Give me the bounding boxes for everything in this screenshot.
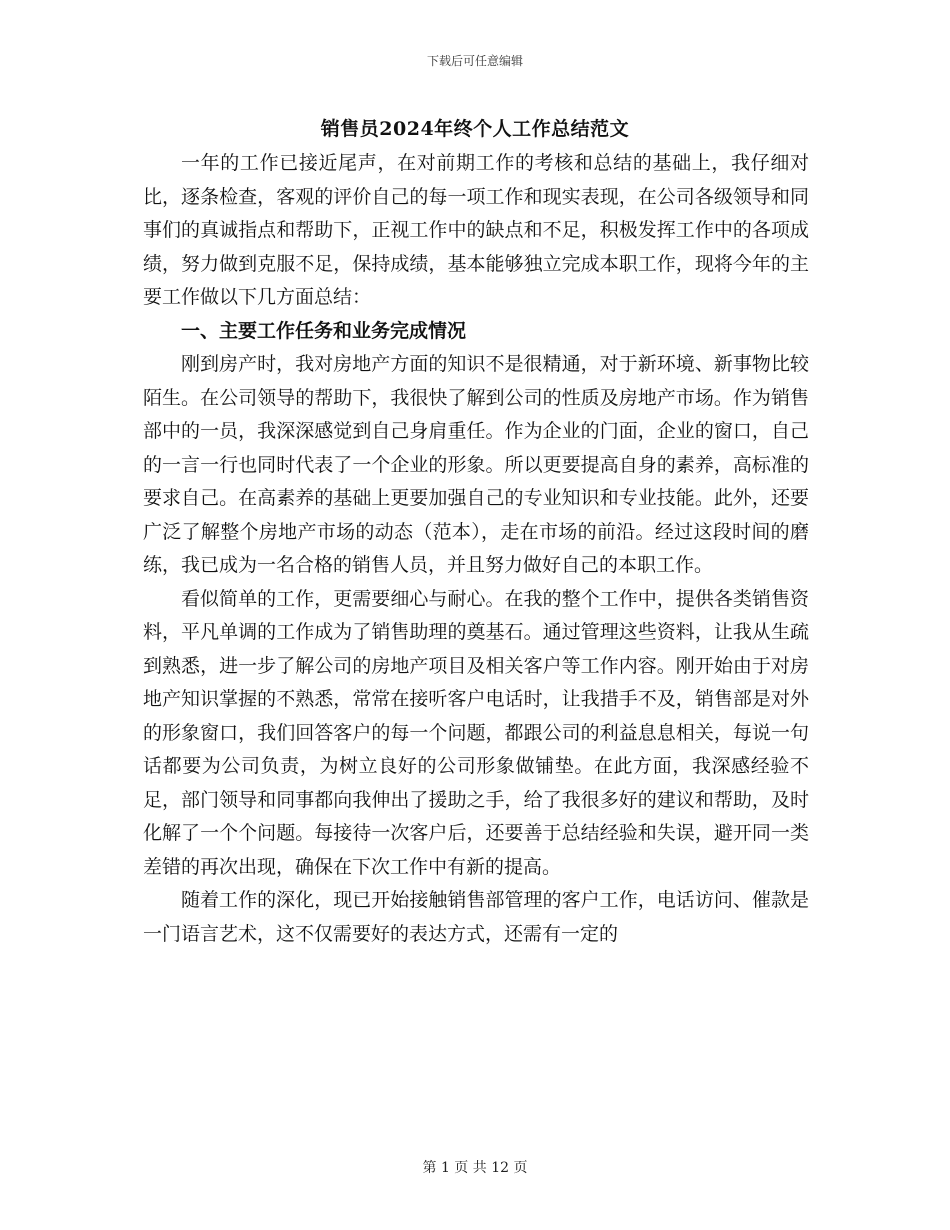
section-heading: 一、主要工作任务和业务完成情况 xyxy=(181,319,467,342)
paragraph: 看似简单的工作，更需要细心与耐心。在我的整个工作中，提供各类销售资料，平凡单调的工作成为了销售助理的奠基石。通过管理这些资料，让我从生疏到熟悉，进一步了解公司的房地产项目及相关客户等工作内容。刚开始由于对房地产知识掌握的不熟悉，常常在接听客户电话时，让我措手不及，销售部是对外的形象窗口，我们回答客户的每一个问题，都跟公司的利益息息相关，每说一句话都要为公司负责，为树立良好的公司形象做铺垫。在此方面，我深感经验不足，部门领导和同事都向我伸出了援助之手，给了我很多好的建议和帮助，及时化解了一个个问题。每接待一次客户后，还要善于总结经验和失误，避开同一类差错的再次出现，确保在下次工作中有新的提高。 xyxy=(143,587,809,878)
page-footer: 第 1 页 共 12 页 xyxy=(422,1160,528,1176)
document-title: 销售员2024年终个人工作总结范文 xyxy=(320,118,630,140)
paragraph: 刚到房产时，我对房地产方面的知识不是很精通，对于新环境、新事物比较陌生。在公司领导的帮助下，我很快了解到公司的性质及房地产市场。作为销售部中的一员，我深深感觉到自己身肩重任。作为企业的门面，企业的窗口，自己的一言一行也同时代表了一个企业的形象。所以更要提高自身的素养，高标准的要求自己。在高素养的基础上更要加强自己的专业知识和专业技能。此外，还要广泛了解整个房地产市场的动态（范本），走在市场的前沿。经过这段时间的磨练，我已成为一名合格的销售人员，并且努力做好自己的本职工作。 xyxy=(143,353,809,576)
paragraph: 随着工作的深化，现已开始接触销售部管理的客户工作，电话访问、催款是一门语言艺术，这不仅需要好的表达方式，还需有一定的 xyxy=(143,889,809,945)
paragraph-intro: 一年的工作已接近尾声，在对前期工作的考核和总结的基础上，我仔细对比，逐条检查，客观的评价自己的每一项工作和现实表现，在公司各级领导和同事们的真诚指点和帮助下，正视工作中的缺点和不足，积极发挥工作中的各项成绩，努力做到克服不足，保持成绩，基本能够独立完成本职工作，现将今年的主要工作做以下几方面总结： xyxy=(143,152,809,308)
header-note: 下载后可任意编辑 xyxy=(426,54,523,68)
document-body xyxy=(143,147,809,951)
